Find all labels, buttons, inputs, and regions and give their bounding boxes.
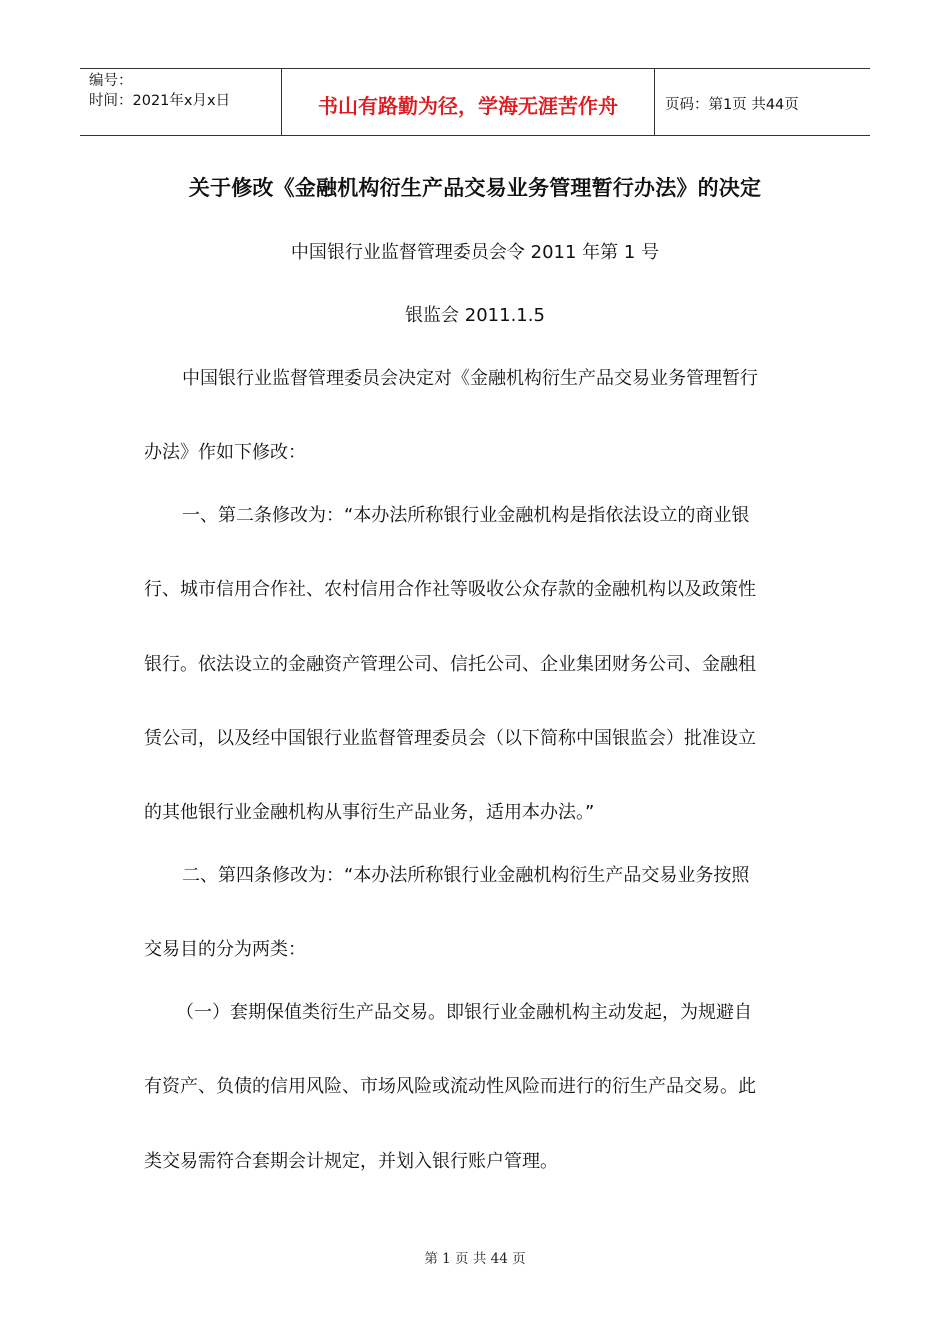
header-table [80,68,870,136]
number-label: 编号： [89,73,133,89]
header-meta-cell [80,69,282,135]
document-title: 关于修改《金融机构衍生产品交易业务管理暂行办法》的决定 [188,176,762,200]
issuer-date: 银监会 2011.1.5 [405,305,545,326]
paragraph-line: 的其他银行业金融机构从事衍生产品业务，适用本办法。” [144,802,595,823]
header-motto: 书山有路勤为径，学海无涯苦作舟 [282,69,655,135]
header-page-info: 页码：第1页 共44页 [665,96,799,113]
paragraph-line: 赁公司，以及经中国银行业监督管理委员会（以下简称中国银监会）批准设立 [144,728,756,749]
paragraph-line: 二、第四条修改为：“本办法所称银行业金融机构衍生产品交易业务按照 [182,865,750,886]
paragraph-line: 类交易需符合套期会计规定，并划入银行账户管理。 [144,1151,558,1172]
paragraph-line: 办法》作如下修改： [144,442,306,463]
paragraph-line: 中国银行业监督管理委员会决定对《金融机构衍生产品交易业务管理暂行 [182,368,758,389]
paragraph-line: 行、城市信用合作社、农村信用合作社等吸收公众存款的金融机构以及政策性 [144,579,756,600]
paragraph-line: （一）套期保值类衍生产品交易。即银行业金融机构主动发起，为规避自 [176,1002,752,1023]
paragraph-line: 一、第二条修改为：“本办法所称银行业金融机构是指依法设立的商业银 [182,505,750,526]
page-footer: 第 1 页 共 44 页 [424,1251,526,1267]
paragraph-line: 有资产、负债的信用风险、市场风险或流动性风险而进行的衍生产品交易。此 [144,1076,756,1097]
order-line: 中国银行业监督管理委员会令 2011 年第 1 号 [290,242,660,263]
paragraph-line: 银行。依法设立的金融资产管理公司、信托公司、企业集团财务公司、金融租 [144,654,756,675]
time-label: 时间：2021年x月x日 [89,93,231,109]
paragraph-line: 交易目的分为两类： [144,939,306,960]
